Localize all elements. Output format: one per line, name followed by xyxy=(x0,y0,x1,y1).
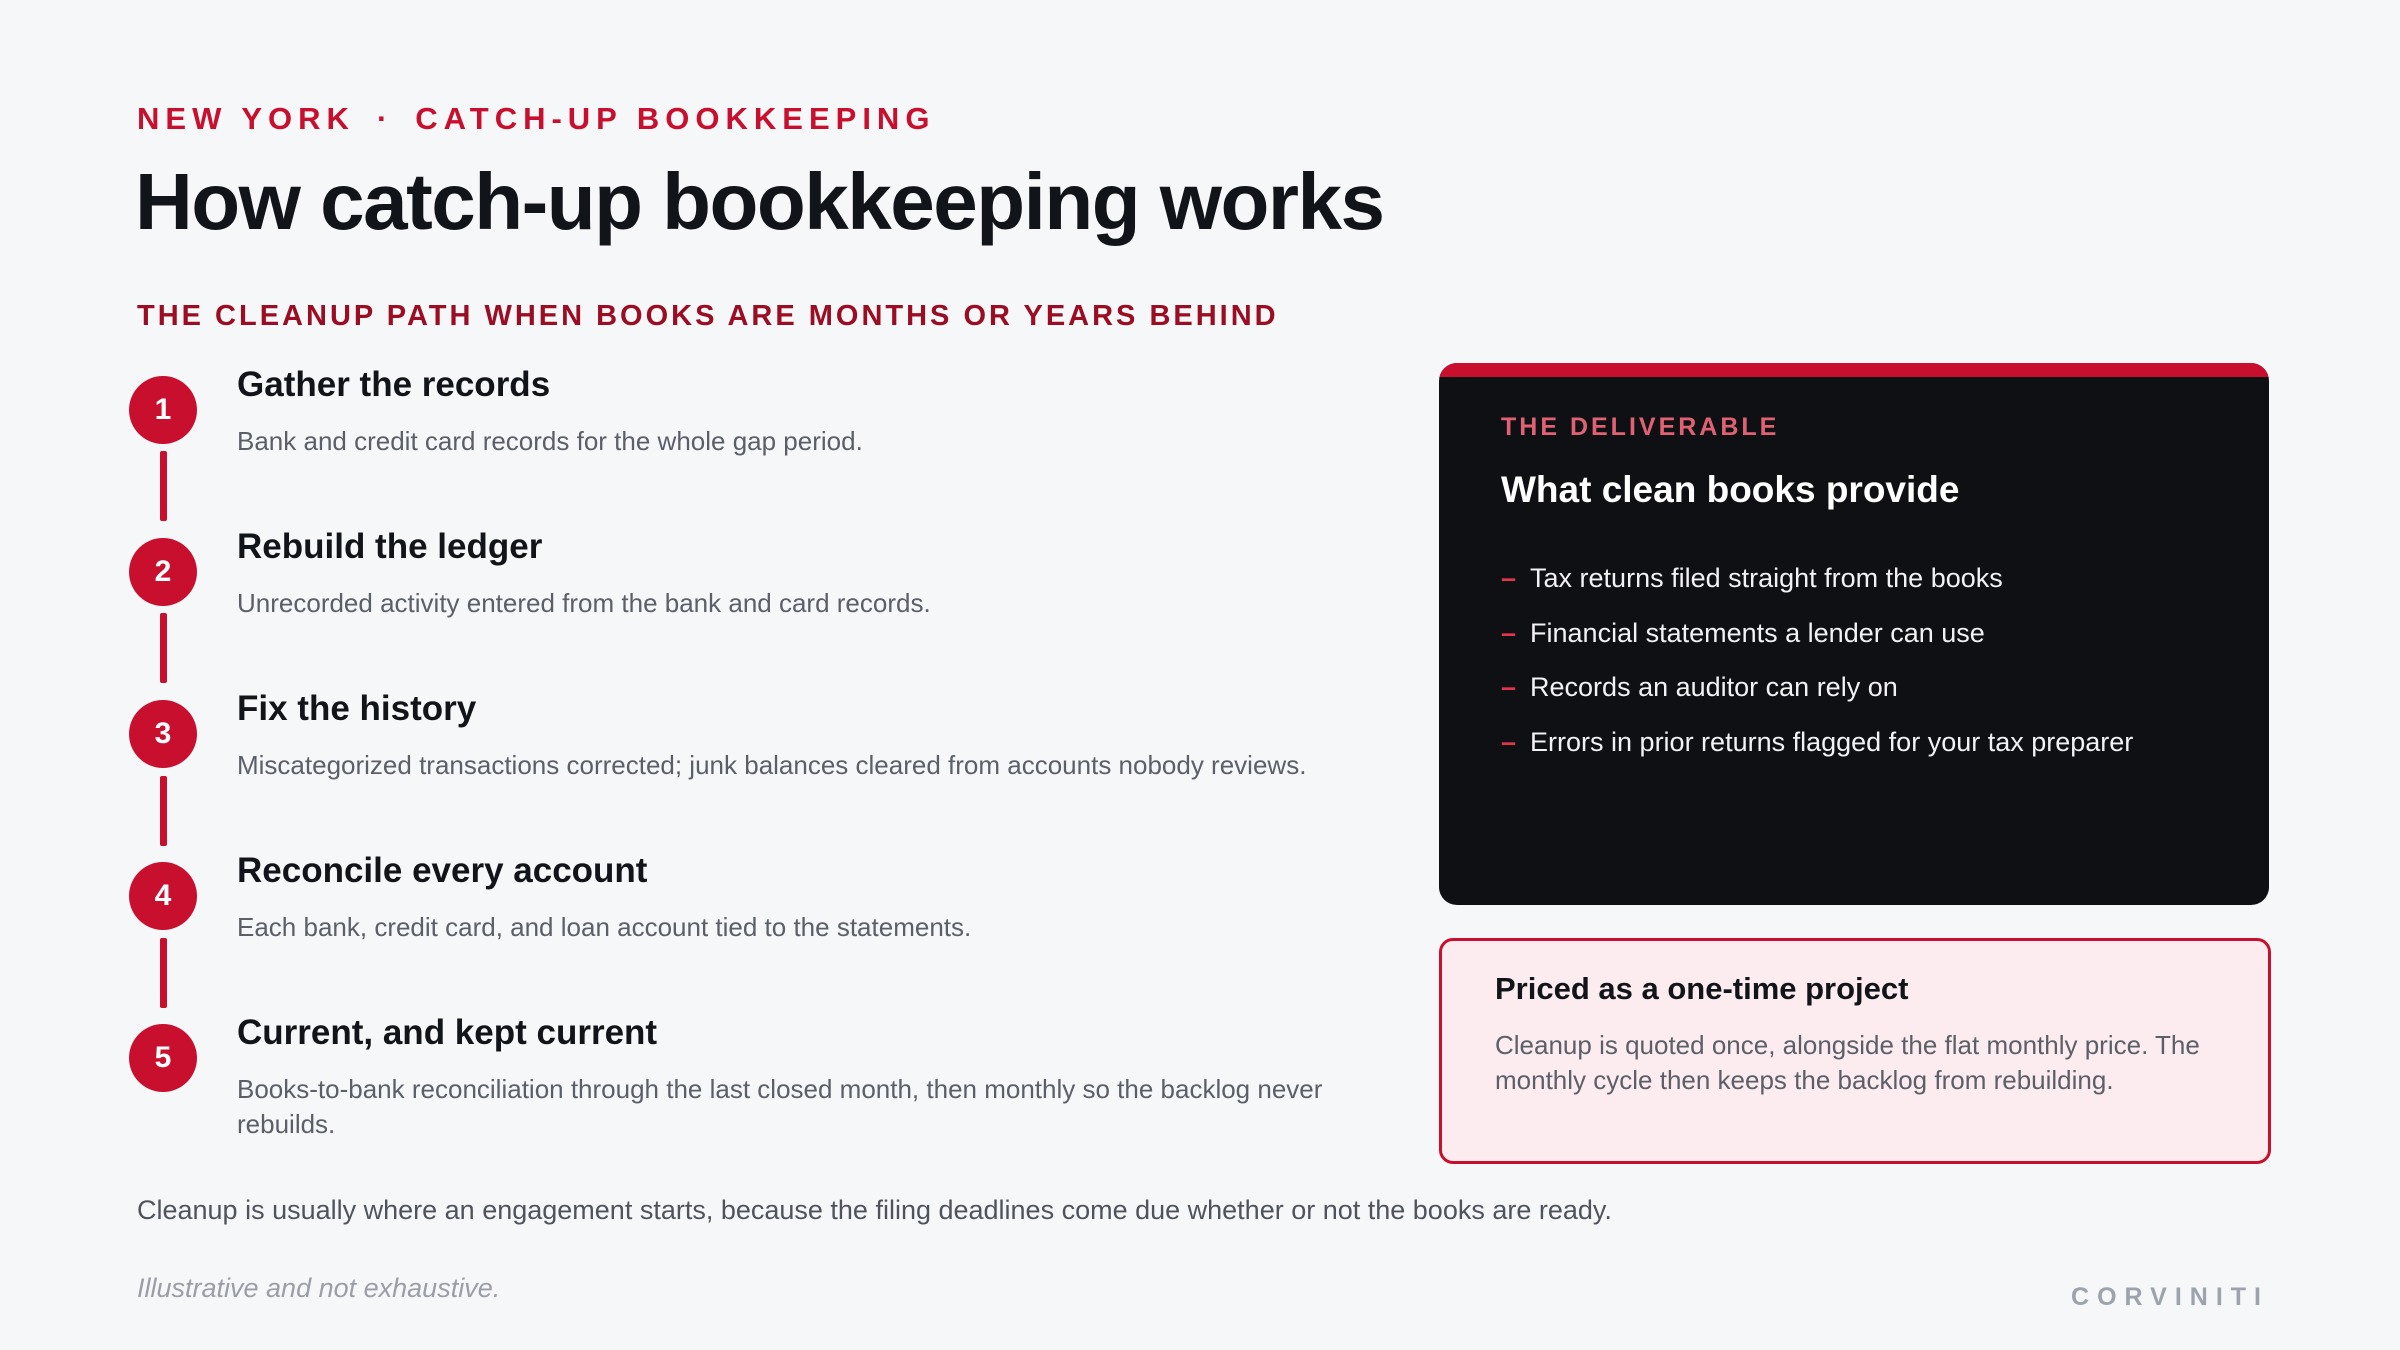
step-title: Current, and kept current xyxy=(237,1013,658,1052)
bullet-dash: – xyxy=(1501,726,1517,757)
deliverable-panel xyxy=(1439,363,2269,905)
step-connector xyxy=(160,938,167,1008)
eyebrow-location: NEW YORK xyxy=(137,101,355,136)
footer-note: Cleanup is usually where an engagement starts, because the filing deadlines come due whether or not the books are ready. xyxy=(137,1195,1612,1225)
list-item-text: Tax returns filed straight from the books xyxy=(1530,563,2003,593)
step-number-badge: 5 xyxy=(129,1024,197,1092)
deliverable-kicker: THE DELIVERABLE xyxy=(1501,413,1780,441)
list-item xyxy=(1501,715,2133,770)
eyebrow-separator: · xyxy=(376,101,394,136)
pricing-body: Cleanup is quoted once, alongside the flat monthly price. The monthly cycle then keeps the backlog from rebuilding. xyxy=(1495,1030,2200,1095)
page-subtitle: THE CLEANUP PATH WHEN BOOKS ARE MONTHS OR YEARS BEHIND xyxy=(137,300,1279,332)
step-description: Bank and credit card records for the whole gap period. xyxy=(237,426,863,456)
pricing-callout xyxy=(1439,938,2271,1164)
deliverable-list xyxy=(1501,551,2133,769)
disclaimer: Illustrative and not exhaustive. xyxy=(137,1273,501,1303)
bullet-dash: – xyxy=(1501,563,1517,593)
deliverable-title: What clean books provide xyxy=(1501,469,1960,510)
list-item-text: Errors in prior returns flagged for your tax preparer xyxy=(1530,726,2134,757)
list-item xyxy=(1501,606,2133,661)
bullet-dash: – xyxy=(1501,672,1517,702)
bullet-dash: – xyxy=(1501,617,1517,648)
list-item xyxy=(1501,551,2133,606)
step-description: Unrecorded activity entered from the bank and card records. xyxy=(237,588,931,618)
step-title: Fix the history xyxy=(237,689,477,728)
accent-bar xyxy=(1439,363,2269,377)
list-item xyxy=(1501,660,2133,715)
list-item-text: Records an auditor can rely on xyxy=(1530,672,1898,702)
eyebrow-service: CATCH-UP BOOKKEEPING xyxy=(415,101,936,136)
step-connector xyxy=(160,776,167,846)
step-description: Each bank, credit card, and loan account tied to the statements. xyxy=(237,912,972,942)
step-connector xyxy=(160,451,167,521)
step-number-badge: 3 xyxy=(129,700,197,768)
eyebrow xyxy=(137,101,935,137)
brand-wordmark: CORVINITI xyxy=(2071,1283,2269,1311)
step-title: Rebuild the ledger xyxy=(237,527,543,566)
list-item-text: Financial statements a lender can use xyxy=(1530,617,1985,648)
step-number-badge: 2 xyxy=(129,538,197,606)
step-title: Gather the records xyxy=(237,365,551,404)
step-title: Reconcile every account xyxy=(237,851,648,890)
step-connector xyxy=(160,613,167,683)
step-number-badge: 4 xyxy=(129,862,197,930)
page-title: How catch-up bookkeeping works xyxy=(135,157,1384,246)
step-number-badge: 1 xyxy=(129,376,197,444)
pricing-title: Priced as a one-time project xyxy=(1495,971,1909,1006)
step-description: Books-to-bank reconciliation through the last closed month, then monthly so the backlog never rebuilds. xyxy=(237,1074,1323,1139)
step-description: Miscategorized transactions corrected; junk balances cleared from accounts nobody reviews. xyxy=(237,750,1307,780)
